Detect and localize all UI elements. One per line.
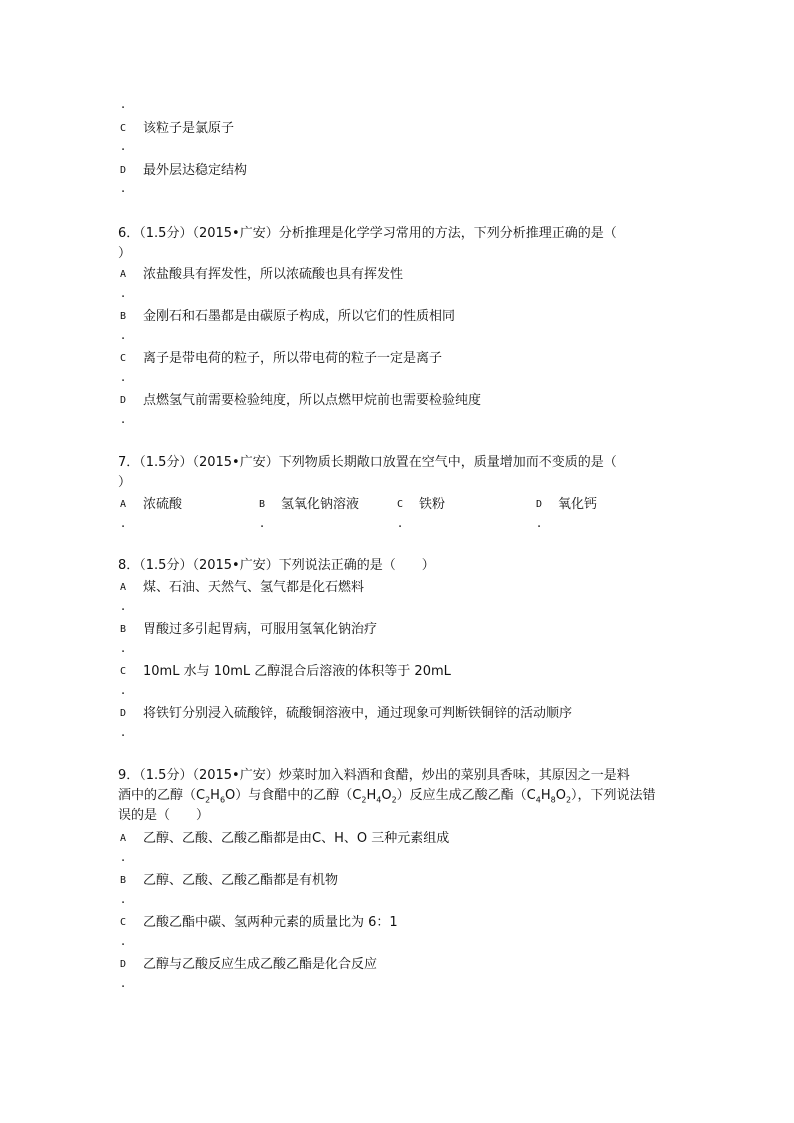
option-dot: . — [398, 516, 403, 531]
option-text: 金刚石和石墨都是由碳原子构成，所以它们的性质相同 — [143, 309, 456, 324]
option-text: 乙酸乙酯中碳、氢两种元素的质量比为 6：1 — [143, 915, 398, 930]
option-dot: . — [260, 516, 265, 531]
option-dot: . — [121, 370, 126, 385]
option-label: A — [120, 833, 127, 844]
option-dot: . — [121, 725, 126, 740]
option-label: D — [120, 708, 127, 719]
option-dot: . — [121, 139, 126, 154]
option-text: 该粒子是氯原子 — [143, 121, 235, 136]
option-label: D — [120, 395, 127, 406]
question-9-stem: 9．（1.5分）（2015•广安）炒菜时加入料酒和食醋，炒出的菜别具香味，其原因之一是料 — [118, 768, 630, 783]
option-label: D — [536, 499, 543, 510]
option-text: 胃酸过多引起胃病，可服用氢氧化钠治疗 — [143, 622, 378, 637]
option-label: C — [120, 353, 127, 364]
option-dot: . — [537, 516, 542, 531]
option-dot: . — [121, 892, 126, 907]
option-label: C — [120, 666, 127, 677]
option-label: D — [120, 959, 127, 970]
option-text: 氢氧化钠溶液 — [281, 497, 360, 512]
option-dot: . — [121, 683, 126, 698]
option-text: 离子是带电荷的粒子，所以带电荷的粒子一定是离子 — [143, 351, 443, 366]
option-text: 乙醇与乙酸反应生成乙酸乙酯是化合反应 — [143, 957, 378, 972]
option-label: C — [120, 917, 127, 928]
option-text: 10mL 水与 10mL 乙醇混合后溶液的体积等于 20mL — [143, 664, 451, 679]
option-text: 乙醇、乙酸、乙酸乙酯都是由C、H、O 三种元素组成 — [143, 831, 450, 846]
option-label: C — [397, 499, 404, 510]
option-dot: . — [121, 599, 126, 614]
option-label: A — [120, 269, 127, 280]
option-label: B — [120, 624, 127, 635]
option-dot: . — [121, 181, 126, 196]
option-text: 将铁钉分别浸入硫酸锌，硫酸铜溶液中，通过现象可判断铁铜锌的活动顺序 — [143, 706, 573, 721]
option-label: B — [120, 311, 127, 322]
question-6-stem: 6．（1.5分）（2015•广安）分析推理是化学学习常用的方法，下列分析推理正确的是（ — [118, 226, 617, 241]
option-label: C — [120, 123, 127, 134]
option-dot: . — [121, 286, 126, 301]
question-6-stem-cont: ） — [118, 246, 132, 261]
option-label: D — [120, 165, 127, 176]
option-text: 浓硫酸 — [143, 497, 183, 512]
option-dot: . — [121, 412, 126, 427]
option-text: 氧化钙 — [558, 497, 598, 512]
option-label: A — [120, 582, 127, 593]
option-label: A — [120, 499, 127, 510]
option-dot: . — [121, 641, 126, 656]
option-dot: . — [121, 516, 126, 531]
option-text: 铁粉 — [419, 497, 446, 512]
option-dot: . — [121, 934, 126, 949]
question-9-stem-cont2: 误的是（ ） — [118, 808, 210, 823]
option-dot: . — [121, 97, 126, 112]
option-text: 浓盐酸具有挥发性，所以浓硫酸也具有挥发性 — [143, 267, 404, 282]
option-dot: . — [121, 976, 126, 991]
option-text: 点燃氢气前需要检验纯度，所以点燃甲烷前也需要检验纯度 — [143, 393, 482, 408]
option-text: 乙醇、乙酸、乙酸乙酯都是有机物 — [143, 873, 339, 888]
question-9-stem-cont: 酒中的乙醇$(C_2H_6O)$与食醋中的乙醇$(C_2H_4O_2)$反应生成乙酸乙酯$(C_4H_8O_2)$，下列说法错 — [118, 788, 656, 805]
option-dot: . — [121, 328, 126, 343]
option-text: 最外层达稳定结构 — [143, 163, 248, 178]
question-7-stem: 7．（1.5分）（2015•广安）下列物质长期敞口放置在空气中，质量增加而不变质的是（ — [118, 455, 617, 470]
option-dot: . — [121, 850, 126, 865]
option-label: B — [120, 875, 127, 886]
question-7-stem-cont: ） — [118, 475, 132, 490]
option-text: 煤、石油、天然气、氢气都是化石燃料 — [143, 580, 365, 595]
question-8-stem: 8．（1.5分）（2015•广安）下列说法正确的是（ ） — [118, 558, 435, 573]
option-label: B — [259, 499, 266, 510]
